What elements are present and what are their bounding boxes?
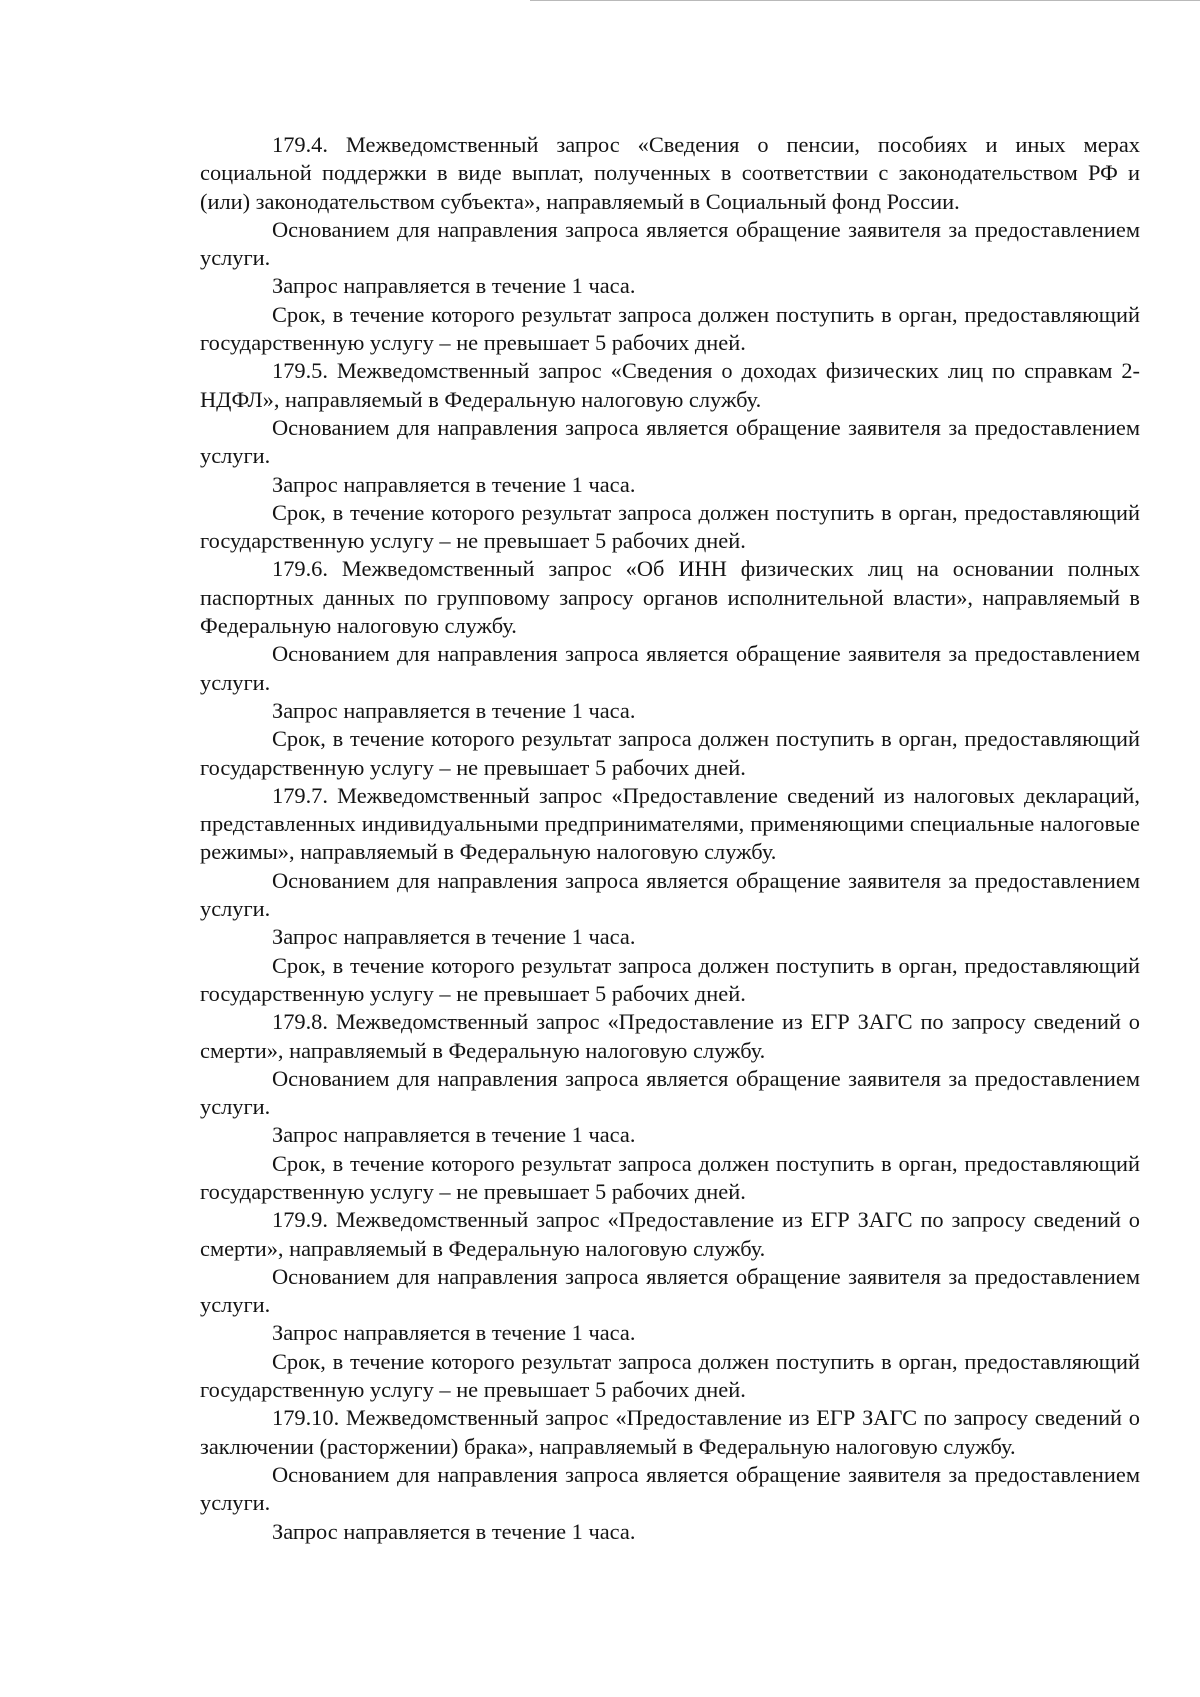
paragraph-response-deadline: Срок, в течение которого результат запроса должен поступить в орган, предоставляющий государственную услугу – не превышает 5 рабочих дней.: [200, 726, 1140, 780]
paragraph-request-time: Запрос направляется в течение 1 часа.: [272, 1320, 636, 1346]
paragraph-basis: Основанием для направления запроса является обращение заявителя за предоставлением услуги.: [200, 414, 1140, 469]
paragraph-179-9-title: 179.9. Межведомственный запрос «Предоставление из ЕГР ЗАГС по запросу сведений о смерти», направляемый в Федеральную налоговую службу.: [200, 1207, 1140, 1261]
paragraph-179-5-title: 179.5. Межведомственный запрос «Сведения о доходах физических лиц по справкам 2-НДФЛ», направляемый в Федеральную налоговую службу.: [200, 358, 1140, 412]
paragraph-response-deadline: Срок, в течение которого результат запроса должен поступить в орган, предоставляющий государственную услугу – не превышает 5 рабочих дней.: [200, 301, 1140, 356]
paragraph-request-time: Запрос направляется в течение 1 часа.: [272, 1518, 636, 1544]
paragraph-179-4-title: 179.4. Межведомственный запрос «Сведения о пенсии, пособиях и иных мерах социальной поддержки в виде выплат, полученных в соответствии с законодательством РФ и (или) законодательством субъекта», направляемый в Социальный фонд России.: [200, 132, 1140, 214]
paragraph-request-time: Запрос направляется в течение 1 часа.: [272, 273, 636, 299]
document-body: [200, 131, 1140, 1546]
paragraph-response-deadline: Срок, в течение которого результат запроса должен поступить в орган, предоставляющий государственную услугу – не превышает 5 рабочих дней.: [200, 499, 1140, 554]
paragraph-response-deadline: Срок, в течение которого результат запроса должен поступить в орган, предоставляющий государственную услугу – не превышает 5 рабочих дней.: [200, 1348, 1140, 1403]
paragraph-179-10-title: 179.10. Межведомственный запрос «Предоставление из ЕГР ЗАГС по запросу сведений о заключении (расторжении) брака», направляемый в Федеральную налоговую службу.: [200, 1405, 1140, 1459]
paragraph-basis: Основанием для направления запроса является обращение заявителя за предоставлением услуги.: [200, 867, 1140, 922]
paragraph-basis: Основанием для направления запроса является обращение заявителя за предоставлением услуги.: [200, 216, 1140, 271]
paragraph-basis: Основанием для направления запроса является обращение заявителя за предоставлением услуги.: [200, 1263, 1140, 1318]
paragraph-request-time: Запрос направляется в течение 1 часа.: [272, 1122, 636, 1148]
paragraph-basis: Основанием для направления запроса является обращение заявителя за предоставлением услуги.: [200, 641, 1140, 695]
paragraph-179-6-title: 179.6. Межведомственный запрос «Об ИНН физических лиц на основании полных паспортных данных по групповому запросу органов исполнительной власти», направляемый в Федеральную налоговую службу.: [200, 556, 1140, 639]
paragraph-179-7-title: 179.7. Межведомственный запрос «Предоставление сведений из налоговых деклараций, представленных индивидуальными предпринимателями, применяющими специальные налоговые режимы», направляемый в Федеральную налоговую службу.: [200, 782, 1140, 865]
paragraph-request-time: Запрос направляется в течение 1 часа.: [272, 697, 636, 723]
paragraph-request-time: Запрос направляется в течение 1 часа.: [272, 924, 636, 950]
paragraph-request-time: Запрос направляется в течение 1 часа.: [272, 471, 636, 497]
paragraph-179-8-title: 179.8. Межведомственный запрос «Предоставление из ЕГР ЗАГС по запросу сведений о смерти», направляемый в Федеральную налоговую службу.: [200, 1009, 1140, 1063]
scan-edge-line: [530, 0, 1200, 1]
paragraph-response-deadline: Срок, в течение которого результат запроса должен поступить в орган, предоставляющий государственную услугу – не превышает 5 рабочих дней.: [200, 952, 1140, 1006]
paragraph-basis: Основанием для направления запроса является обращение заявителя за предоставлением услуги.: [200, 1065, 1140, 1120]
paragraph-response-deadline: Срок, в течение которого результат запроса должен поступить в орган, предоставляющий государственную услугу – не превышает 5 рабочих дней.: [200, 1150, 1140, 1204]
paragraph-basis: Основанием для направления запроса является обращение заявителя за предоставлением услуги.: [200, 1461, 1140, 1516]
